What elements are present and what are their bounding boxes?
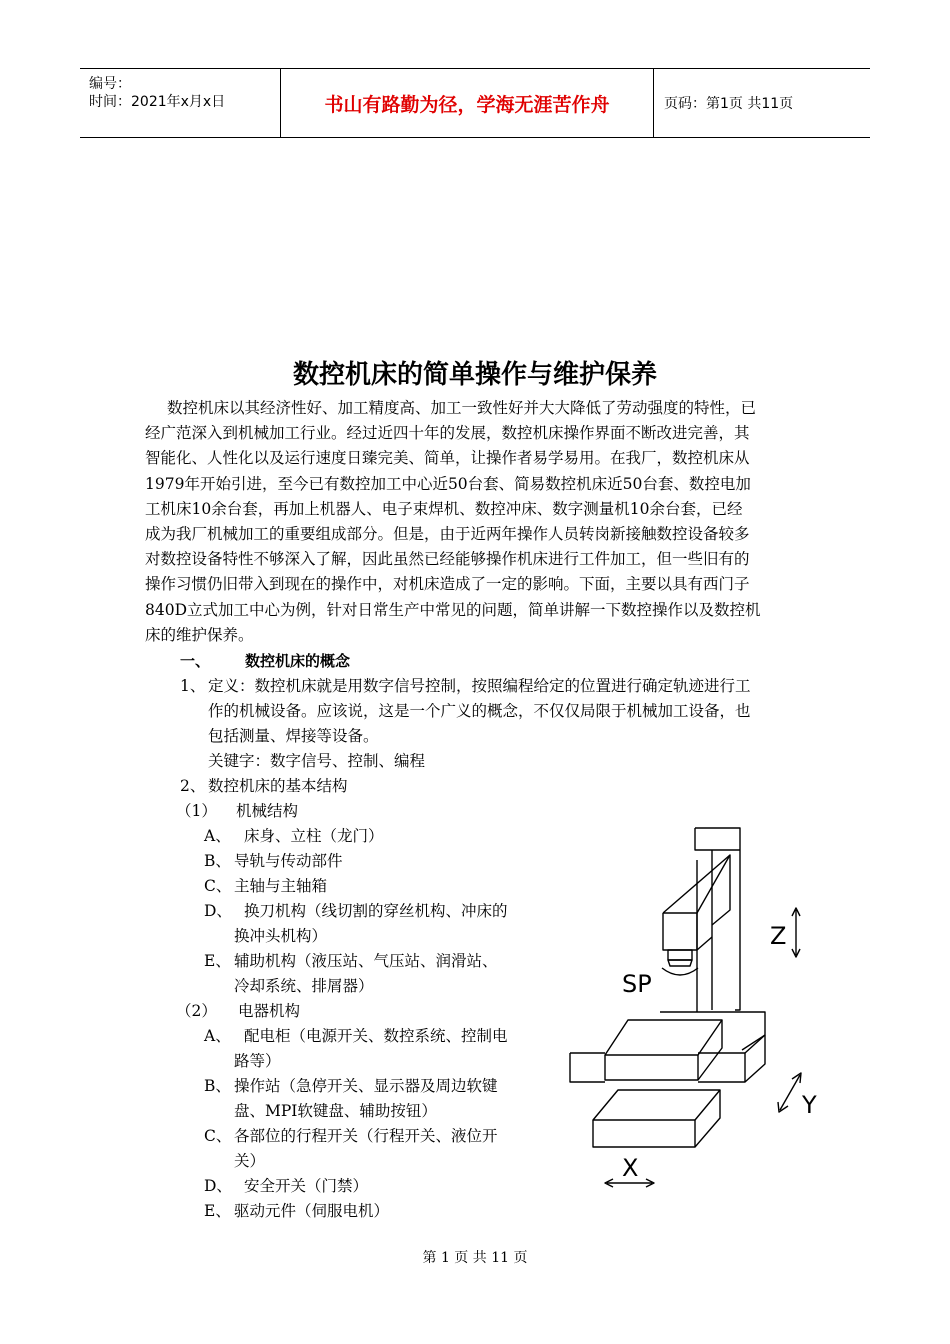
list-item-cont: 冷却系统、排屑器） bbox=[234, 977, 374, 995]
intro-line: 经广范深入到机械加工行业。经过近四十年的发展，数控机床操作界面不断改进完善，其 bbox=[145, 424, 750, 443]
intro-line: 840D立式加工中心为例，针对日常生产中常见的问题，简单讲解一下数控操作以及数控机 bbox=[145, 600, 761, 619]
list-item-cont: 路等） bbox=[234, 1052, 281, 1070]
page-footer: 第 1 页 共 11 页 bbox=[422, 1250, 528, 1266]
time-label: 时间：2021年x月x日 bbox=[89, 94, 226, 110]
list-item: 辅助机构（液压站、气压站、润滑站、 bbox=[234, 952, 498, 970]
def-line: 作的机械设备。应该说，这是一个广义的概念，不仅仅局限于机械加工设备，也 bbox=[208, 702, 751, 720]
section-number: 一、 bbox=[180, 652, 211, 670]
axis-x-label: X bbox=[622, 1154, 639, 1182]
list-item-cont: 换冲头机构） bbox=[234, 927, 328, 945]
def-line: 包括测量、焊接等设备。 bbox=[208, 727, 379, 745]
intro-line: 智能化、人性化以及运行速度日臻完美、简单，让操作者易学易用。在我厂，数控机床从 bbox=[145, 449, 750, 468]
list-item: 各部位的行程开关（行程开关、液位开 bbox=[234, 1127, 498, 1145]
list-label: D、 bbox=[204, 1177, 232, 1195]
list-label: B、 bbox=[204, 852, 231, 870]
spindle-sp-label: SP bbox=[622, 970, 652, 998]
header-page-info: 页码：第1页 共11页 bbox=[664, 96, 794, 112]
mech-title: 机械结构 bbox=[236, 802, 299, 820]
header-meta-cell bbox=[80, 69, 281, 137]
number-label: 编号： bbox=[89, 76, 131, 92]
list-label: A、 bbox=[204, 827, 231, 845]
intro-line: 对数控设备特性不够深入了解，因此虽然已经能够操作机床进行工件加工，但一些旧有的 bbox=[145, 550, 750, 569]
elec-number: （2） bbox=[176, 1002, 217, 1020]
axis-y-label: Y bbox=[802, 1091, 817, 1119]
struct-number: 2、 bbox=[180, 777, 206, 795]
list-item: 配电柜（电源开关、数控系统、控制电 bbox=[244, 1027, 508, 1045]
intro-line: 床的维护保养。 bbox=[145, 625, 254, 644]
intro-line: 1979年开始引进，至今已有数控加工中心近50台套、简易数控机床近50台套、数控电加 bbox=[145, 474, 751, 493]
list-label: E、 bbox=[204, 1202, 231, 1220]
list-item: 安全开关（门禁） bbox=[244, 1177, 369, 1195]
intro-paragraph bbox=[145, 396, 805, 648]
list-item: 换刀机构（线切割的穿丝机构、冲床的 bbox=[244, 902, 508, 920]
page-header bbox=[80, 68, 870, 138]
list-label: C、 bbox=[204, 1127, 232, 1145]
intro-line: 操作习惯仍旧带入到现在的操作中，对机床造成了一定的影响。下面，主要以具有西门子 bbox=[145, 575, 750, 594]
header-motto: 书山有路勤为径，学海无涯苦作舟 bbox=[281, 69, 654, 137]
axis-z-label: Z bbox=[770, 922, 787, 950]
list-label: E、 bbox=[204, 952, 231, 970]
mech-number: （1） bbox=[176, 802, 217, 820]
list-item: 导轨与传动部件 bbox=[234, 852, 343, 870]
elec-title: 电器机构 bbox=[238, 1002, 301, 1020]
keywords-line: 关键字：数字信号、控制、编程 bbox=[208, 752, 426, 770]
list-label: C、 bbox=[204, 877, 232, 895]
def-number: 1、 bbox=[180, 677, 206, 695]
intro-line: 成为我厂机械加工的重要组成部分。但是，由于近两年操作人员转岗新接触数控设备较多 bbox=[145, 525, 750, 544]
list-label: B、 bbox=[204, 1077, 231, 1095]
intro-line: 数控机床以其经济性好、加工精度高、加工一致性好并大大降低了劳动强度的特性，已 bbox=[167, 399, 757, 417]
def-line: 定义：数控机床就是用数字信号控制，按照编程给定的位置进行确定轨迹进行工 bbox=[208, 677, 751, 695]
struct-title: 数控机床的基本结构 bbox=[208, 777, 348, 795]
list-label: D、 bbox=[204, 902, 232, 920]
list-item: 床身、立柱（龙门） bbox=[244, 827, 384, 845]
list-label: A、 bbox=[204, 1027, 231, 1045]
list-item-cont: 盘、MPI软键盘、辅助按钮） bbox=[234, 1102, 437, 1120]
list-item: 驱动元件（伺服电机） bbox=[234, 1202, 390, 1220]
section-heading: 数控机床的概念 bbox=[245, 652, 351, 670]
list-item: 操作站（急停开关、显示器及周边软键 bbox=[234, 1077, 498, 1095]
list-item: 主轴与主轴箱 bbox=[234, 877, 328, 895]
doc-title: 数控机床的简单操作与维护保养 bbox=[292, 360, 657, 390]
intro-line: 工机床10余台套，再加上机器人、电子束焊机、数控冲床、数字测量机10余台套，已经 bbox=[145, 499, 743, 518]
list-item-cont: 关） bbox=[234, 1152, 266, 1170]
